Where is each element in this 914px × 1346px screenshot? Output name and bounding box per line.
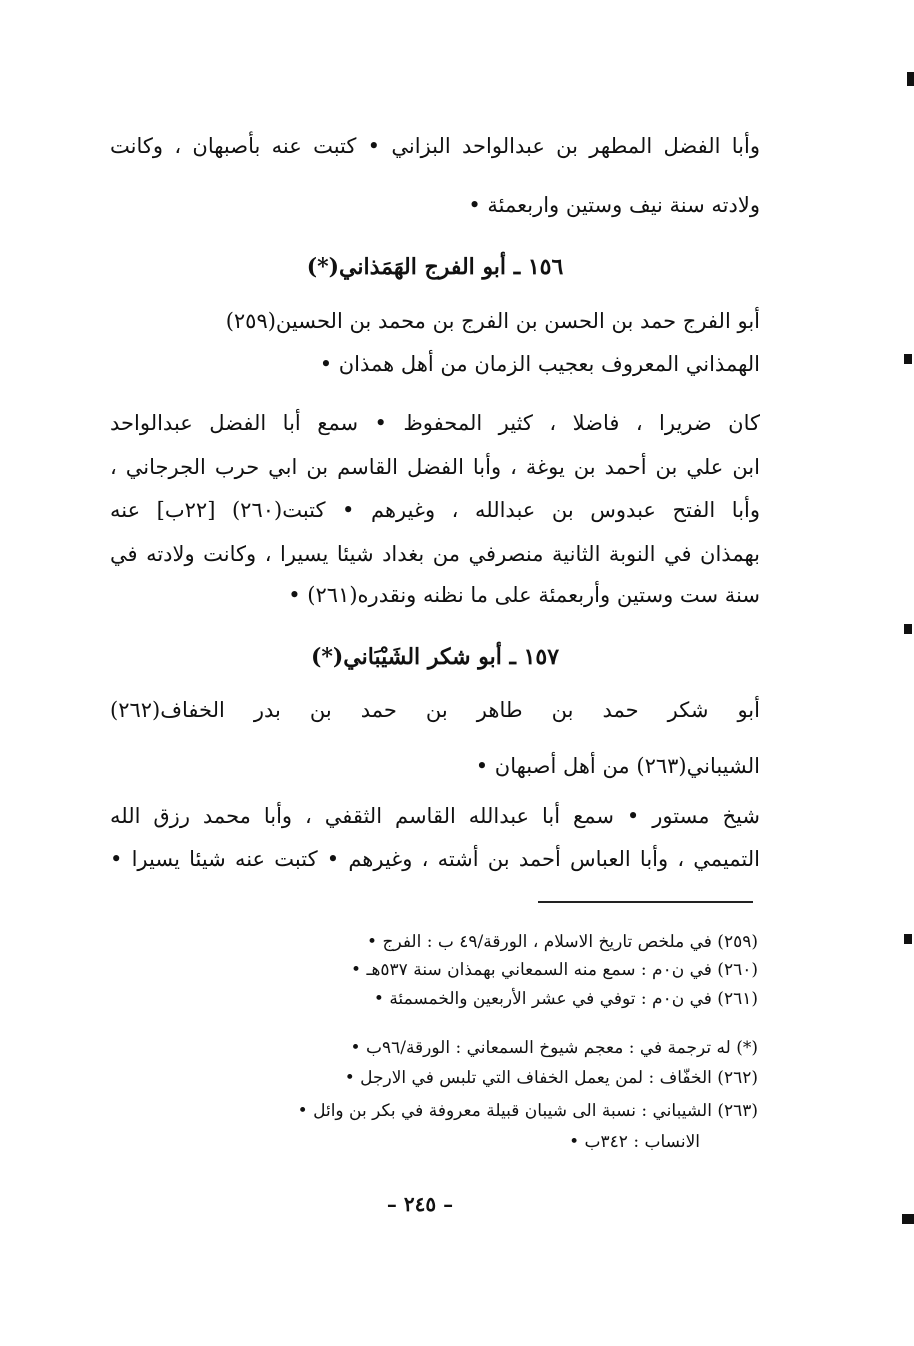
scan-edge-mark [907, 72, 914, 86]
entry-157-name-line-1: أبو شكر حمد بن طاهر بن حمد بن بدر الخفاف(٢٦٢) [110, 698, 760, 722]
page-number: – ٢٤٥ – [386, 1192, 454, 1216]
intro-line-2: ولادته سنة نيف وستين واربعمئة • [468, 193, 760, 217]
entry-156-body-line-4: بهمذان في النوبة الثانية منصرفي من بغداد شيئا يسيرا ، وكانت ولادته في [110, 542, 760, 566]
footnote-262: (٢٦٢) الخفّاف : لمن يعمل الخفاف التي تلبس في الارجل • [344, 1068, 758, 1088]
entry-156-name-line-2: الهمذاني المعروف بعجيب الزمان من أهل همذان • [319, 352, 760, 376]
scan-edge-mark [904, 354, 912, 364]
entry-156-body-line-3: وأبا الفتح عبدوس بن عبدالله ، وغيرهم • كتبت(٢٦٠) [٢٢ب] عنه [110, 498, 761, 522]
footnote-260: (٢٦٠) في ن٠م : سمع منه السمعاني بهمذان سنة ٥٣٧هـ • [351, 960, 758, 980]
footnote-divider [538, 901, 753, 903]
entry-157-heading: ١٥٧ ـ أبو شكر الشَيْبَاني(*) [310, 644, 560, 670]
footnote-263-line-1: (٢٦٣) الشيباني : نسبة الى شيبان قبيلة معروفة في بكر بن وائل • [297, 1101, 758, 1121]
entry-156-heading: ١٥٦ ـ أبو الفرج الهَمَذاني(*) [306, 254, 564, 280]
footnote-261: (٢٦١) في ن٠م : توفي في عشر الأربعين والخمسمئة • [373, 989, 758, 1009]
entry-156-name-line-1: أبو الفرج حمد بن الحسن بن الفرج بن محمد بن الحسين(٢٥٩) [225, 309, 760, 333]
footnote-263-line-2: الانساب : ٣٤٢ب • [569, 1132, 700, 1152]
entry-156-body-line-2: ابن علي بن أحمد بن يوغة ، وأبا الفضل القاسم بن ابي حرب الجرجاني ، [110, 455, 760, 479]
scan-edge-mark [904, 934, 912, 944]
intro-line-1: وأبا الفضل المطهر بن عبدالواحد البزاني • كتبت عنه بأصبهان ، وكانت [110, 134, 760, 158]
scan-edge-mark [902, 1214, 914, 1224]
scan-edge-mark [904, 624, 912, 634]
entry-156-body-line-5: سنة ست وستين وأربعمئة على ما نظنه ونقدره(٢٦١) • [288, 583, 760, 607]
entry-157-body-line-1: شيخ مستور • سمع أبا عبدالله القاسم الثقفي ، وأبا محمد رزق الله [110, 804, 760, 828]
footnote-star: (*) له ترجمة في : معجم شيوخ السمعاني : الورقة/٩٦ب • [350, 1038, 758, 1058]
footnote-259: (٢٥٩) في ملخص تاريخ الاسلام ، الورقة/٤٩ ب : الفرج • [367, 932, 758, 952]
entry-156-body-line-1: كان ضريرا ، فاضلا ، كثير المحفوظ • سمع أبا الفضل عبدالواحد [110, 411, 760, 435]
entry-157-body-line-2: التميمي ، وأبا العباس أحمد بن أشته ، وغيرهم • كتبت عنه شيئا يسيرا • [110, 847, 760, 871]
entry-157-name-line-2: الشيباني(٢٦٣) من أهل أصبهان • [475, 754, 760, 778]
